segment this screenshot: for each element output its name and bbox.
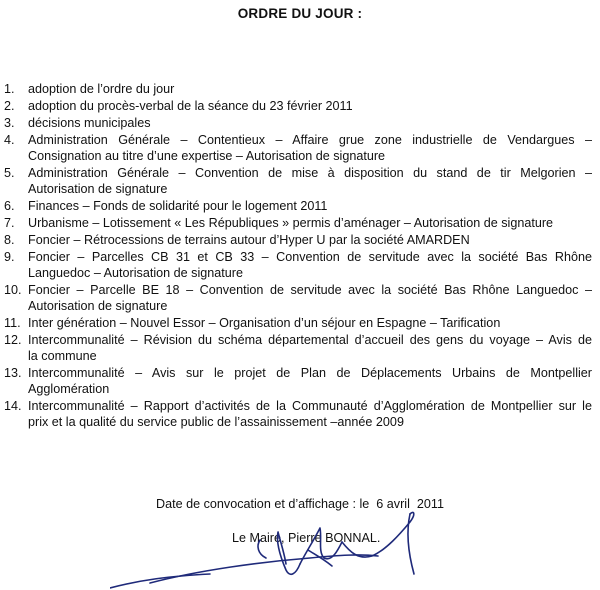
agenda-item-line: Consignation au titre d’une expertise – Autorisation de signature: [28, 148, 386, 163]
agenda-item-line: Administration Générale – Contentieux – Affaire grue zone industrielle de Vendargues –: [28, 132, 592, 147]
agenda-item-line: Foncier – Rétrocessions de terrains autour d’Hyper U par la société AMARDEN: [28, 232, 470, 247]
agenda-list: [4, 81, 592, 431]
agenda-item-line: Autorisation de signature: [28, 298, 168, 313]
agenda-item: [4, 398, 592, 430]
agenda-item-number: 14.: [4, 398, 22, 413]
agenda-item-text: [28, 198, 592, 214]
agenda-item-text: [28, 249, 592, 281]
agenda-title: ORDRE DU JOUR :: [237, 6, 363, 21]
agenda-item-line: Intercommunalité – Rapport d’activités de la Communauté d’Agglomération de Montpellier sur le: [28, 398, 592, 413]
agenda-item-number: 12.: [4, 332, 22, 347]
agenda-item-text: [28, 98, 592, 114]
agenda-item: [4, 282, 592, 314]
agenda-item-line: Administration Générale – Convention de mise à disposition du stand de tir Melgorien –: [28, 165, 592, 180]
agenda-item-number: 7.: [4, 215, 15, 230]
agenda-item: [4, 165, 592, 197]
agenda-item: [4, 132, 592, 164]
agenda-item-text: [28, 232, 592, 248]
agenda-item-line: adoption du procès-verbal de la séance du 23 février 2011: [28, 98, 353, 113]
agenda-item-number: 2.: [4, 98, 15, 113]
agenda-item: [4, 315, 592, 331]
agenda-item-line: Agglomération: [28, 381, 110, 396]
agenda-item-number: 9.: [4, 249, 15, 264]
agenda-item-line: adoption de l’ordre du jour: [28, 82, 175, 96]
agenda-item-number: 11.: [4, 315, 21, 330]
agenda-item-line: la commune: [28, 348, 97, 363]
agenda-item-line: Foncier – Parcelles CB 31 et CB 33 – Convention de servitude avec la société Bas Rhône: [28, 249, 592, 264]
agenda-item-number: 8.: [4, 232, 15, 247]
agenda-item: [4, 232, 592, 248]
agenda-item: [4, 365, 592, 397]
agenda-item-line: Languedoc – Autorisation de signature: [28, 265, 243, 280]
agenda-item-text: [28, 115, 592, 131]
agenda-item: [4, 249, 592, 281]
agenda-item-text: [28, 215, 592, 231]
agenda-item: [4, 98, 592, 114]
agenda-item: [4, 215, 592, 231]
agenda-item-line: Inter génération – Nouvel Essor – Organisation d’un séjour en Espagne – Tarification: [28, 315, 501, 330]
agenda-item-line: Foncier – Parcelle BE 18 – Convention de servitude avec la société Bas Rhône Languedoc –: [28, 282, 592, 297]
agenda-item: [4, 115, 592, 131]
agenda-item-text: [28, 315, 592, 331]
agenda-item: [4, 332, 592, 364]
agenda-item-line: Intercommunalité – Avis sur le projet de Plan de Déplacements Urbains de Montpellier: [28, 365, 592, 380]
convocation-date: Date de convocation et d’affichage : le 6 avril 2011: [156, 497, 444, 511]
agenda-item-line: décisions municipales: [28, 115, 151, 130]
agenda-item-text: [28, 165, 592, 197]
agenda-item: [4, 198, 592, 214]
agenda-item-line: prix et la qualité du service public de l’assainissement –année 2009: [28, 415, 404, 429]
agenda-item-number: 1.: [4, 82, 15, 96]
agenda-item-text: [28, 132, 592, 164]
agenda-item-line: Autorisation de signature: [28, 181, 168, 196]
agenda-item-text: [28, 332, 592, 364]
agenda-item-line: Urbanisme – Lotissement « Les Républiques » permis d’aménager – Autorisation de signature: [28, 215, 554, 230]
agenda-item-text: [28, 282, 592, 314]
agenda-item-number: 4.: [4, 132, 15, 147]
agenda-item-text: [28, 398, 592, 430]
agenda-item-number: 3.: [4, 115, 15, 130]
agenda-item-text: [28, 365, 592, 397]
agenda-item: [4, 81, 592, 97]
mayor-signatory: Le Maire, Pierre BONNAL.: [232, 531, 381, 545]
agenda-item-number: 10.: [4, 282, 22, 297]
agenda-item-number: 13.: [4, 365, 22, 380]
agenda-item-line: Intercommunalité – Révision du schéma départemental d’accueil des gens du voyage – Avis de: [28, 332, 592, 347]
agenda-item-number: 5.: [4, 165, 15, 180]
agenda-item-number: 6.: [4, 198, 15, 213]
agenda-item-line: Finances – Fonds de solidarité pour le logement 2011: [28, 198, 328, 213]
agenda-item-text: [28, 81, 592, 97]
